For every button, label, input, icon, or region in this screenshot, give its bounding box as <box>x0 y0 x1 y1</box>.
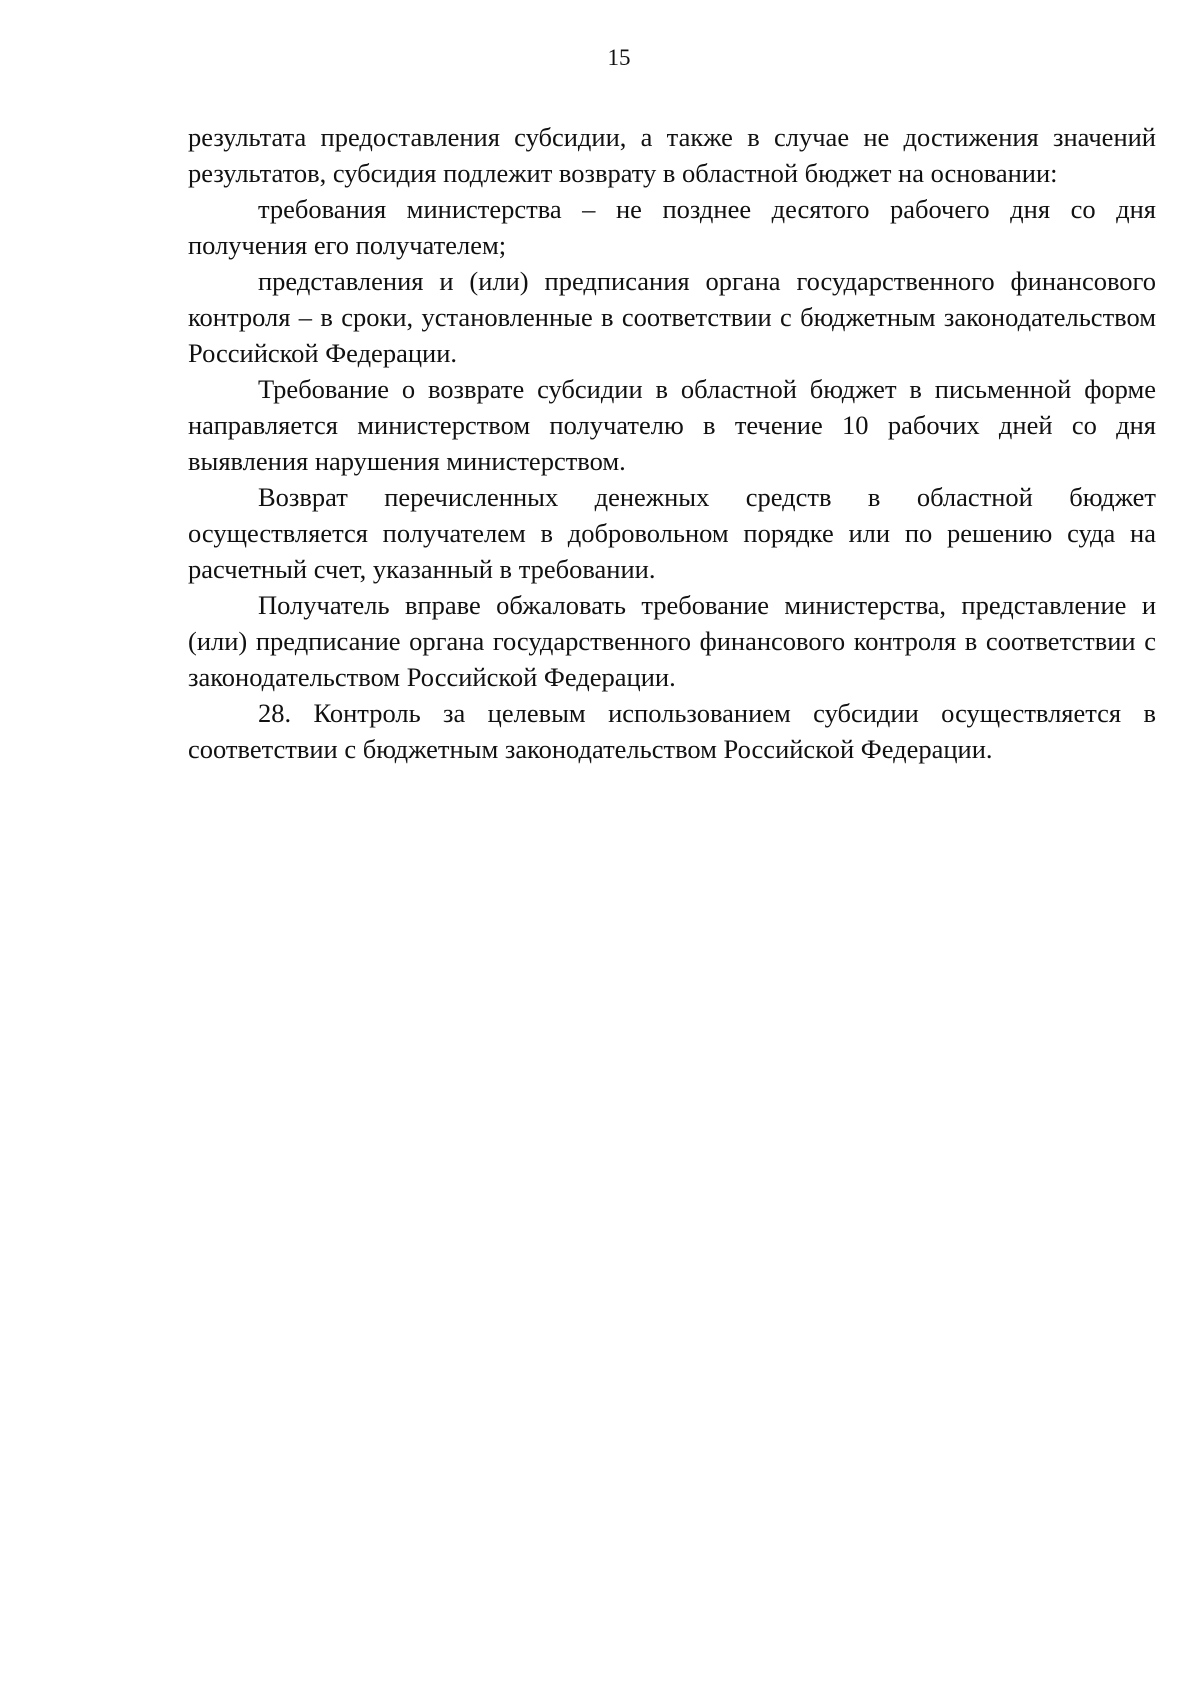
page-number: 15 <box>607 45 631 70</box>
document-body <box>188 119 1156 767</box>
paragraph-ministry-requirement: требования министерства – не позднее десятого рабочего дня со дня получения его получателем; <box>188 194 1156 260</box>
paragraph-financial-control-order: представления и (или) предписания органа государственного финансового контроля – в сроки, установленные в соответствии с бюджетным законодательством Российской Федерации. <box>188 266 1156 368</box>
paragraph-item-28-control: 28. Контроль за целевым использованием субсидии осуществляется в соответствии с бюджетным законодательством Российской Федерации. <box>188 698 1156 764</box>
paragraph-appeal-right: Получатель вправе обжаловать требование министерства, представление и (или) предписание органа государственного финансового контроля в соответствии с законодательством Российской Федерации. <box>188 590 1156 692</box>
paragraph-funds-return: Возврат перечисленных денежных средств в областной бюджет осуществляется получателем в добровольном порядке или по решению суда на расчетный счет, указанный в требовании. <box>188 482 1156 584</box>
paragraph-continuation: результата предоставления субсидии, а также в случае не достижения значений результатов, субсидия подлежит возврату в областной бюджет на основании: <box>188 122 1156 188</box>
paragraph-refund-demand: Требование о возврате субсидии в областной бюджет в письменной форме направляется министерством получателю в течение 10 рабочих дней со дня выявления нарушения министерством. <box>188 374 1156 476</box>
